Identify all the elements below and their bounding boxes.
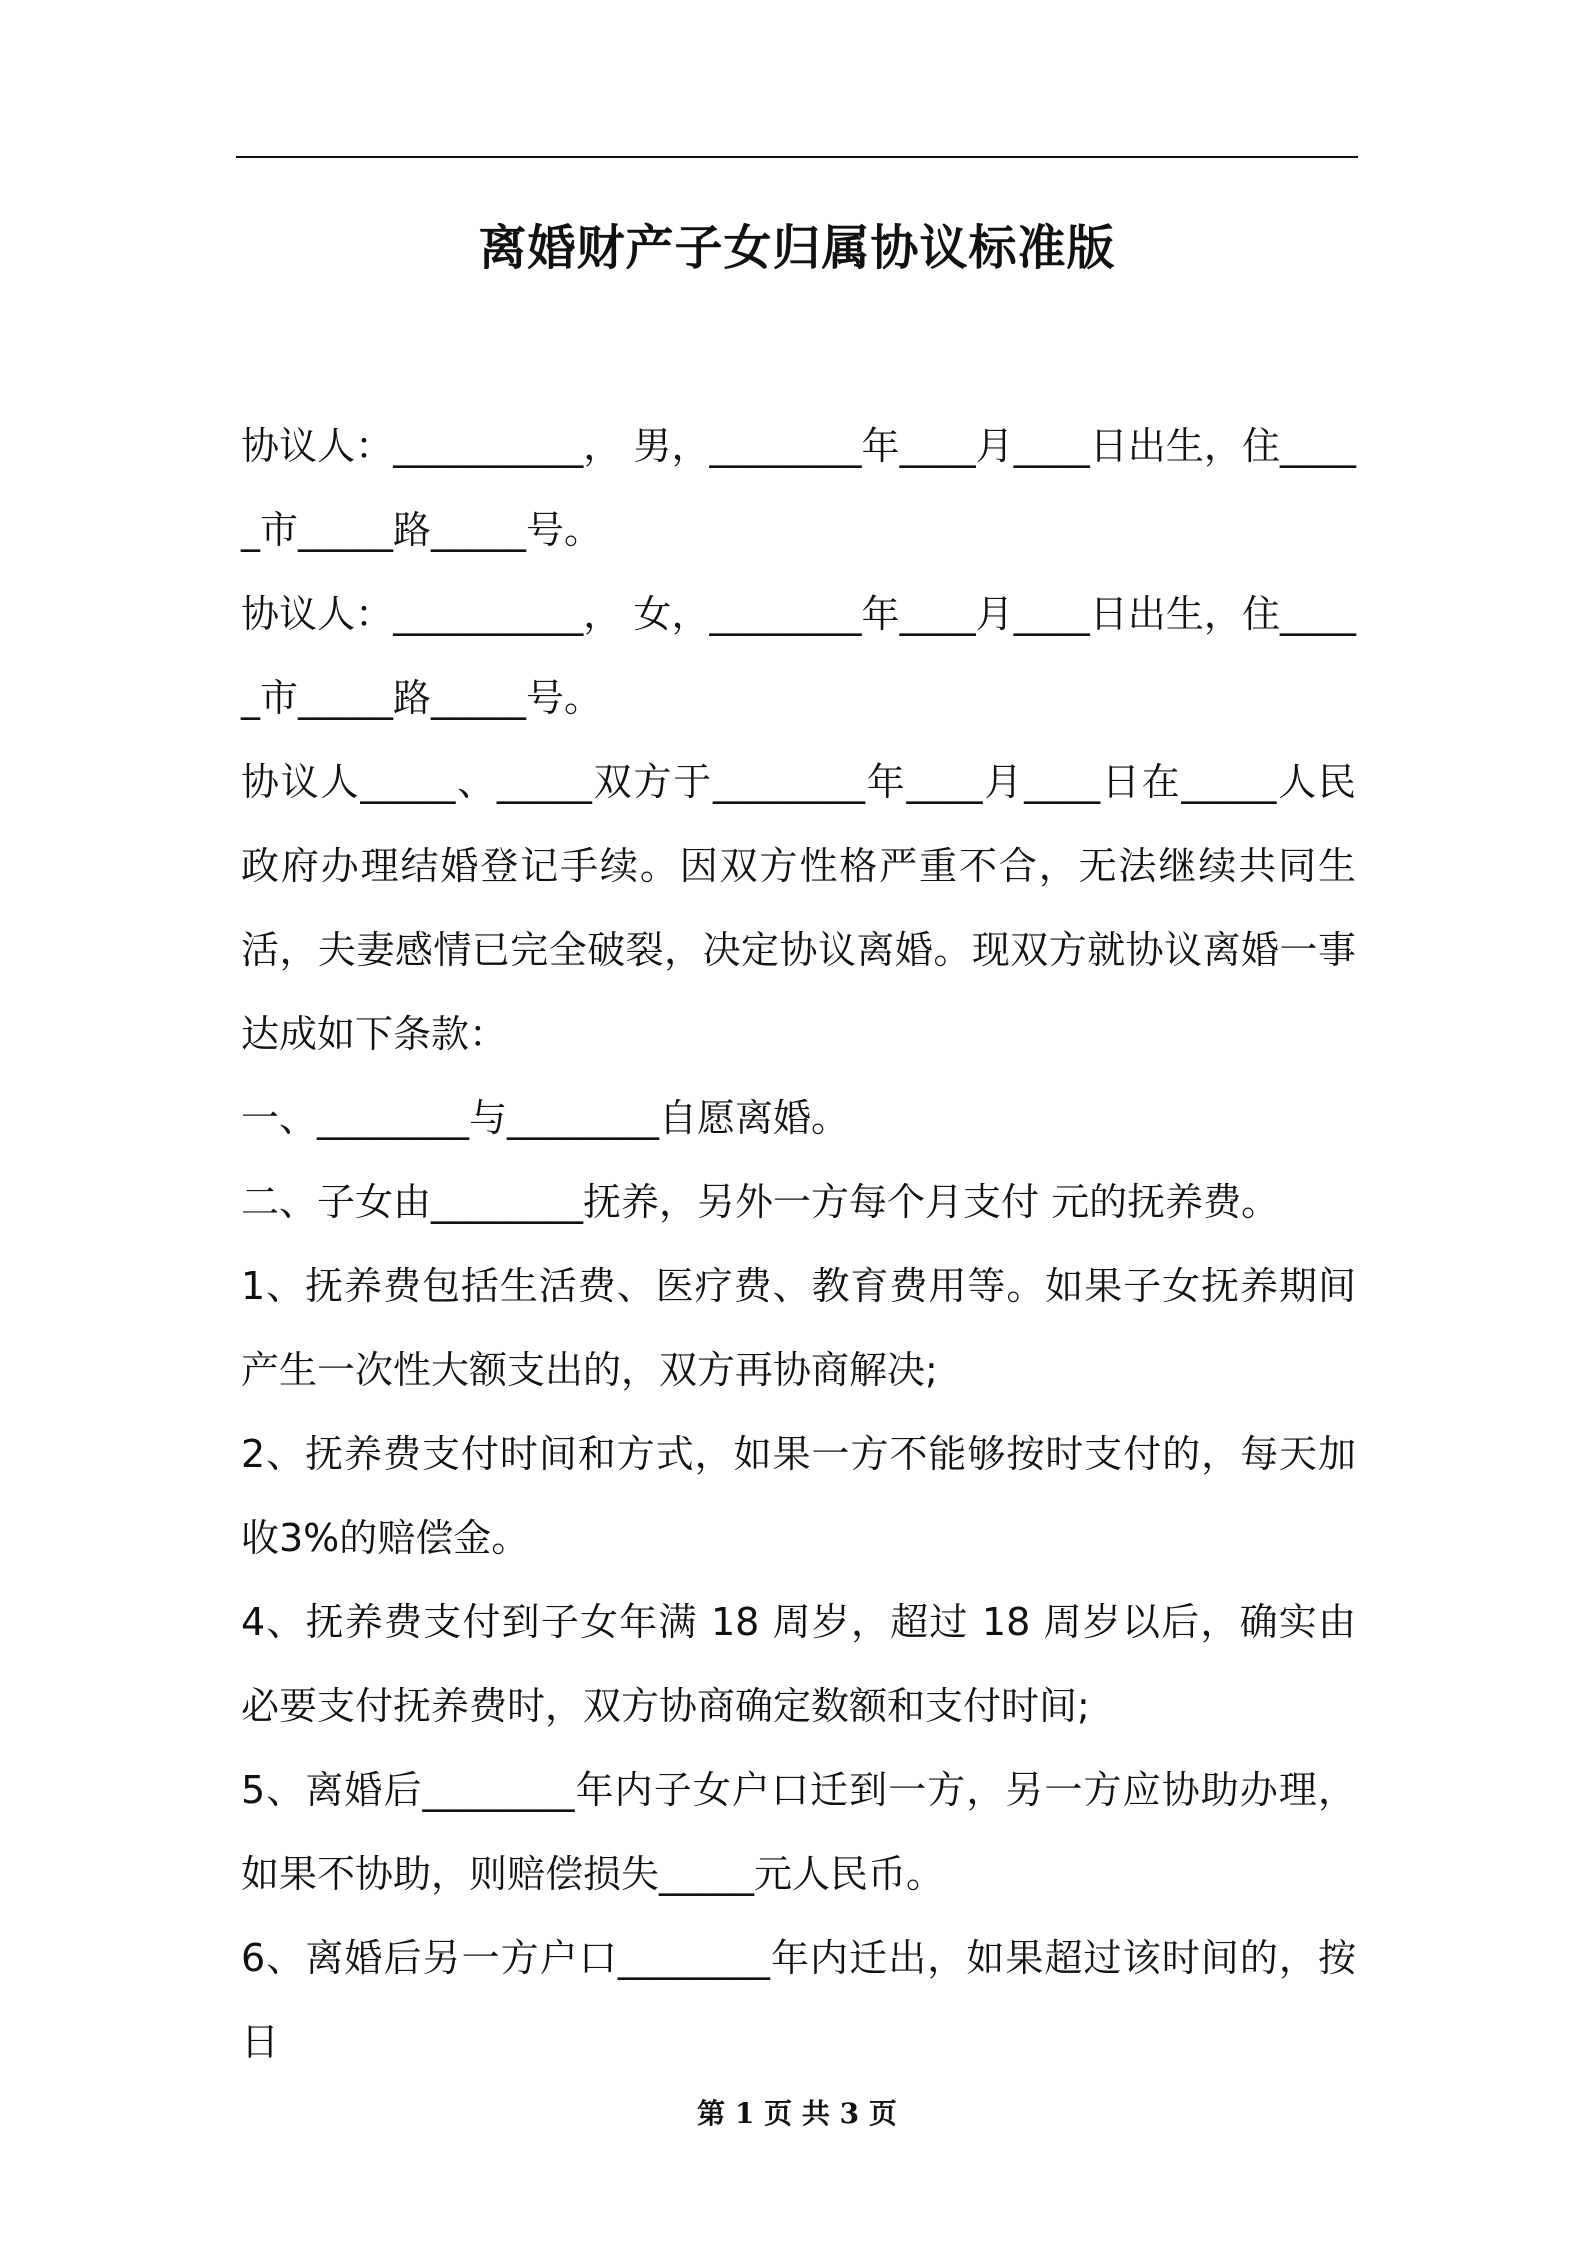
item-6-paragraph: 6、离婚后另一方户口________年内迁出，如果超过该时间的，按日 <box>241 1936 1356 2064</box>
clause-1-paragraph: 一、________与________自愿离婚。 <box>241 1096 850 1140</box>
page-footer: 第 1 页 共 3 页 <box>697 2097 897 2130</box>
item-1-paragraph: 1、抚养费包括生活费、医疗费、教育费用等。如果子女抚养期间产生一次性大额支出的，双方再协商解决; <box>241 1264 1356 1392</box>
item-2-paragraph: 2、抚养费支付时间和方式，如果一方不能够按时支付的，每天加收3%的赔偿金。 <box>241 1432 1356 1560</box>
document-title: 离婚财产子女归属协议标准版 <box>478 220 1116 276</box>
item-5-paragraph: 5、离婚后________年内子女户口迁到一方，另一方应协助办理，如果不协助，则赔偿损失_____元人民币。 <box>241 1768 1356 1896</box>
document-body <box>241 404 1356 2084</box>
party-female-paragraph: 协议人：__________， 女，________年____月____日出生，住_____市_____路_____号。 <box>241 592 1356 720</box>
party-male-paragraph: 协议人：__________， 男，________年____月____日出生，住_____市_____路_____号。 <box>241 424 1356 552</box>
item-4-paragraph: 4、抚养费支付到子女年满 18 周岁，超过 18 周岁以后，确实由必要支付抚养费时，双方协商确定数额和支付时间; <box>241 1600 1356 1728</box>
clause-2-paragraph: 二、子女由________抚养，另外一方每个月支付 元的抚养费。 <box>241 1180 1280 1224</box>
preamble-paragraph: 协议人_____、_____双方于________年____月____日在_____人民政府办理结婚登记手续。因双方性格严重不合，无法继续共同生活，夫妻感情已完全破裂，决定协议离婚。现双方就协议离婚一事达成如下条款： <box>241 760 1356 1056</box>
header-rule <box>236 156 1358 158</box>
